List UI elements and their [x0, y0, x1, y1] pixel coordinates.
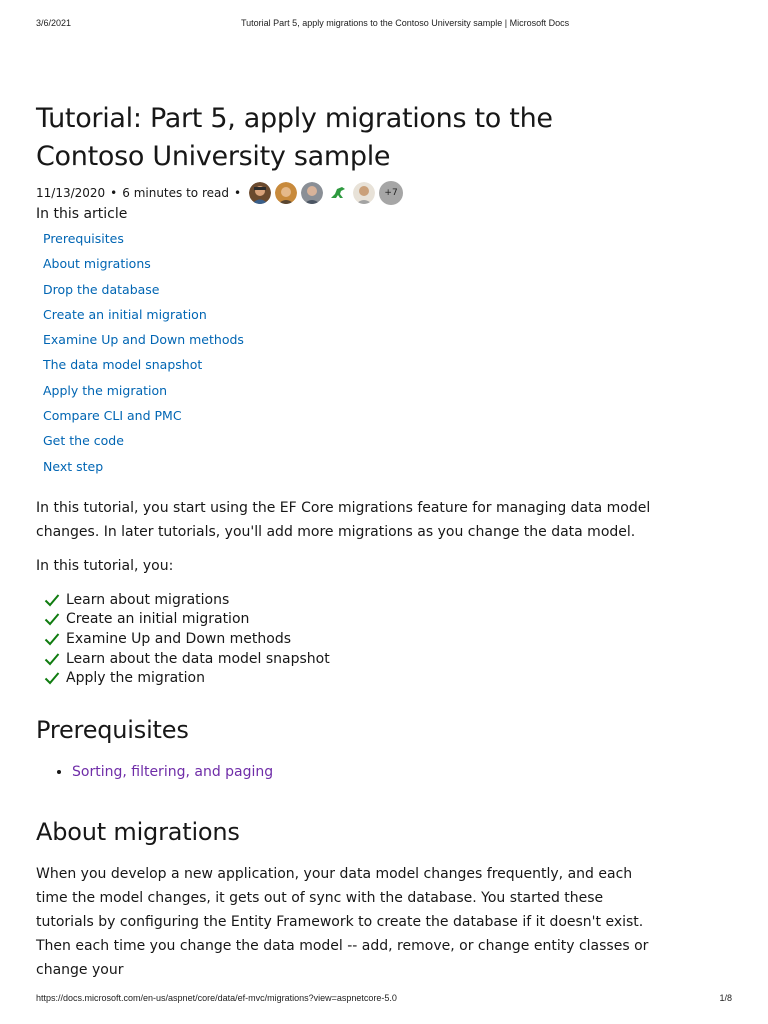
meta-separator: • [233, 186, 242, 200]
checklist-item-label: Apply the migration [66, 670, 205, 687]
toc-link-drop-database[interactable]: Drop the database [43, 281, 160, 297]
toc-item [43, 382, 656, 407]
checklist-item [44, 668, 656, 688]
article-date: 11/13/2020 [36, 186, 106, 200]
toc-item [43, 407, 656, 432]
toc-item [43, 281, 656, 306]
toc-link-compare-cli-pmc[interactable]: Compare CLI and PMC [43, 408, 182, 424]
checkmark-icon [44, 632, 60, 646]
checklist-item-label: Examine Up and Down methods [66, 630, 292, 647]
checkmark-icon [44, 612, 60, 626]
intro-you-paragraph: In this tutorial, you: [36, 557, 174, 574]
toc-link-about-migrations[interactable]: About migrations [43, 256, 151, 272]
prerequisites-heading: Prerequisites [36, 715, 189, 744]
read-time: 6 minutes to read [122, 186, 229, 200]
toc-link-model-snapshot[interactable]: The data model snapshot [43, 357, 203, 373]
table-of-contents [36, 230, 656, 483]
toc-link-apply-migration[interactable]: Apply the migration [43, 382, 168, 398]
toc-item [43, 356, 656, 381]
toc-item [43, 255, 656, 280]
toc-item [43, 306, 656, 331]
intro-paragraph: In this tutorial, you start using the EF Core migrations feature for managing data model changes. In later tutorials, you'll add more migrations as you change the data model. [36, 499, 651, 540]
checklist-item [44, 590, 656, 610]
dinosaur-avatar-icon[interactable] [327, 182, 349, 204]
in-this-article-heading: In this article [36, 206, 128, 222]
list-item [72, 762, 656, 782]
toc-item [43, 331, 656, 356]
checklist-item-label: Learn about the data model snapshot [66, 650, 330, 667]
contributor-avatar[interactable] [249, 182, 271, 204]
checklist-item-label: Create an initial migration [66, 611, 250, 628]
page-title [36, 100, 656, 176]
contributor-avatar[interactable] [353, 182, 375, 204]
checkmark-icon [44, 652, 60, 666]
tutorial-checklist [44, 590, 656, 688]
checklist-item-label: Learn about migrations [66, 591, 230, 608]
contributors [249, 181, 407, 205]
page-title-line2: Contoso University sample [36, 141, 391, 172]
page-number: 1/8 [719, 993, 732, 1003]
about-migrations-paragraph: When you develop a new application, your data model changes frequently, and each time the model changes, it gets out of sync with the database. You started these tutorials by configuring the Entity Framework to create the database if it doesn't exist. Then each time you change the data model -- add, remove, or change entity classes or change your [36, 865, 649, 978]
checklist-item [44, 629, 656, 649]
article-content [36, 100, 656, 982]
checkmark-icon [44, 671, 60, 685]
toc-link-initial-migration[interactable]: Create an initial migration [43, 306, 207, 322]
toc-link-up-down-methods[interactable]: Examine Up and Down methods [43, 332, 244, 348]
checklist-item [44, 610, 656, 630]
page-title-line1: Tutorial: Part 5, apply migrations to the [36, 103, 553, 134]
print-url: https://docs.microsoft.com/en-us/aspnet/core/data/ef-mvc/migrations?view=aspnetcore-5.0 [36, 993, 397, 1003]
contributor-avatar[interactable] [301, 182, 323, 204]
toc-link-next-step[interactable]: Next step [43, 458, 104, 474]
article-meta [36, 180, 656, 206]
meta-separator: • [110, 186, 118, 200]
toc-item [43, 458, 656, 483]
print-date: 3/6/2021 [36, 18, 72, 28]
contributor-avatar[interactable] [275, 182, 297, 204]
about-migrations-heading: About migrations [36, 817, 240, 846]
checklist-item [44, 649, 656, 669]
toc-link-get-code[interactable]: Get the code [43, 433, 124, 449]
print-doc-title: Tutorial Part 5, apply migrations to the Contoso University sample | Microsoft Docs [241, 18, 570, 28]
more-contributors[interactable]: +7 [379, 181, 403, 205]
toc-link-prerequisites[interactable]: Prerequisites [43, 231, 124, 246]
prerequisites-list [36, 762, 656, 782]
toc-item [43, 230, 656, 255]
checkmark-icon [44, 593, 60, 607]
toc-item [43, 432, 656, 457]
sorting-filtering-paging-link[interactable]: Sorting, filtering, and paging [72, 763, 274, 780]
